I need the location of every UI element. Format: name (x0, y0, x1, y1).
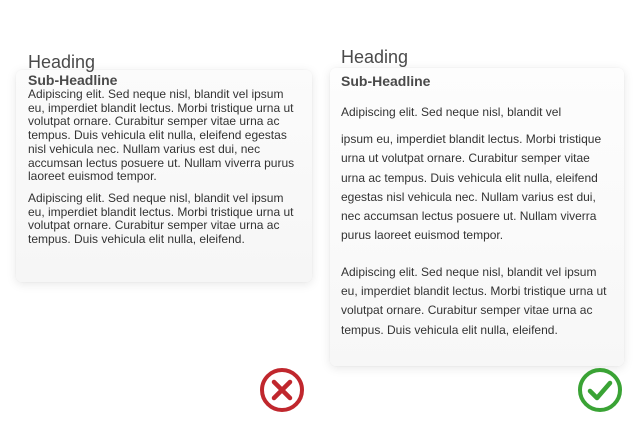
bad-paragraph-2: Adipiscing elit. Sed neque nisl, blandit vel ipsum eu, imperdiet blandit lectus. Morbi tristique urna ut volutpat ornare. Curabitur semper vitae urna ac tempus. Duis vehicula elit nulla, eleifend. (28, 191, 294, 247)
x-circle-icon (259, 367, 305, 413)
good-subheadline: Sub-Headline (341, 73, 431, 89)
check-circle-icon (577, 367, 623, 413)
bad-subheadline: Sub-Headline (28, 72, 118, 88)
good-paragraph-2: Adipiscing elit. Sed neque nisl, blandit vel ipsum eu, imperdiet blandit lectus. Morbi tristique urna ut volutpat ornare. Curabitur semper vitae urna ac tempus. Duis vehicula elit nulla, eleifend. (341, 265, 607, 337)
good-paragraph-1-first-line: Adipiscing elit. Sed neque nisl, blandit vel (341, 105, 562, 119)
good-heading: Heading (341, 47, 409, 67)
bad-heading: Heading (28, 52, 96, 72)
good-paragraph-1-rest: ipsum eu, imperdiet blandit lectus. Morbi tristique urna ut volutpat ornare. Curabitur semper vitae urna ac tempus. Duis vehicula elit nulla, eleifend egestas nisl vehicula nec. Nullam varius est dui, nec accumsan lectus posuere ut. Nullam viverra purus laoreet euismod tempor. (341, 132, 602, 243)
bad-paragraph-1: Adipiscing elit. Sed neque nisl, blandit vel ipsum eu, imperdiet blandit lectus. Morbi tristique urna ut volutpat ornare. Curabitur semper vitae urna ac tempus. Duis vehicula elit nulla, eleifend egestas nisl vehicula nec. Nullam varius est dui, nec accumsan lectus posuere ut. Nullam viverra purus laoreet euismod tempor. (28, 87, 295, 184)
